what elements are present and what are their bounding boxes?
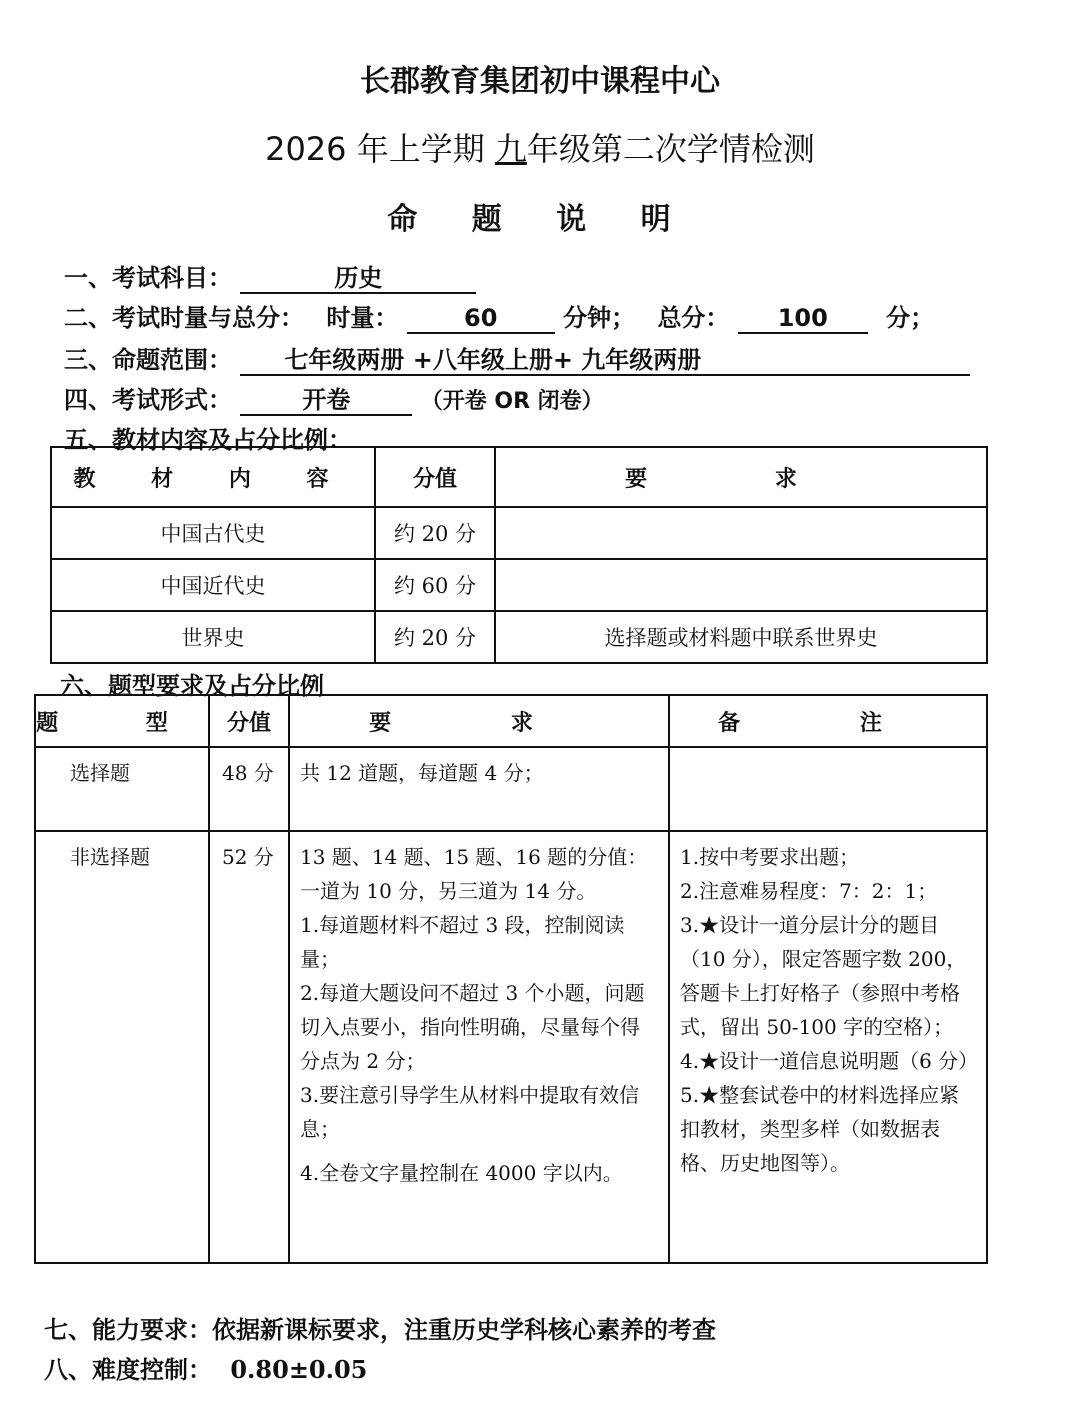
requirement-cell (495, 507, 987, 559)
table-row (51, 507, 987, 559)
type-cell (35, 747, 209, 831)
score-cell: 约 20 分 (375, 611, 495, 663)
subject-label: 一、考试科目： (64, 264, 232, 292)
content-score-table (50, 446, 988, 664)
content-cell: 中国近代史 (51, 559, 375, 611)
score-text: 48 分 (222, 761, 274, 785)
note-cell (669, 747, 987, 831)
table-header-cell: 要 求 (495, 447, 987, 507)
form-label: 四、考试形式： (64, 386, 232, 414)
time-line (64, 298, 934, 334)
table1-heading: 五、教材内容及占分比例： (64, 426, 352, 454)
score-cell: 约 20 分 (375, 507, 495, 559)
note-item: 1.按中考要求出题； (680, 845, 860, 869)
time-label: 二、考试时量与总分： (64, 304, 304, 332)
doc-title: 命 题 说 明 (387, 202, 693, 237)
requirement-item: 1.每道题材料不超过 3 段，控制阅读量； (300, 913, 625, 971)
table-header-cell: 分值 (209, 695, 289, 747)
time-unit: 分钟； (563, 304, 636, 332)
difficulty-value: 0.80±0.05 (230, 1355, 368, 1384)
table2-heading: 六、题型要求及占分比例 (60, 672, 324, 700)
score-unit: 分； (886, 304, 935, 332)
requirement-item: 2.每道大题设问不超过 3 个小题，问题切入点要小，指向性明确，尽量每个得分点为 2 分； (300, 981, 645, 1073)
note-cell (669, 831, 987, 1263)
table-header-cell: 教 材 内 容 (51, 447, 375, 507)
note-item: 2.注意难易程度：7：2：1； (680, 879, 938, 903)
ability-requirement: 七、能力要求：依据新课标要求，注重历史学科核心素养的考查 (44, 1316, 716, 1344)
table-row (35, 831, 987, 1263)
exam-name: 年级第二次学情检测 (526, 130, 815, 168)
note-item: 4.★设计一道信息说明题（6 分） (680, 1049, 979, 1073)
form-note: （开卷 OR 闭卷） (420, 389, 604, 414)
requirement-cell (289, 831, 669, 1263)
score-text: 52 分 (222, 845, 274, 869)
type-text: 非选择题 (70, 845, 150, 869)
scope-value: 七年级两册 +八年级上册+ 九年级两册 (240, 346, 970, 376)
requirement-cell (289, 747, 669, 831)
type-cell (35, 831, 209, 1263)
table-header-cell: 要 求 (289, 695, 669, 747)
exam-title (0, 124, 1080, 170)
scope-label: 三、命题范围： (64, 346, 232, 374)
subject-line (64, 258, 476, 294)
exam-term: 2026 年上学期 (265, 130, 485, 168)
form-value: 开卷 (240, 386, 412, 416)
table-row (51, 611, 987, 663)
score-cell (209, 831, 289, 1263)
requirement-item: 4.全卷文字量控制在 4000 字以内。 (300, 1161, 623, 1185)
table-header-cell: 题 型 (35, 695, 209, 747)
table-header-cell: 备 注 (669, 695, 987, 747)
scope-line (64, 340, 970, 376)
type-text: 选择题 (70, 761, 130, 785)
table-header-cell: 分值 (375, 447, 495, 507)
requirement-item: 3.要注意引导学生从材料中提取有效信息； (300, 1083, 640, 1141)
difficulty-line (44, 1350, 367, 1385)
content-cell: 世界史 (51, 611, 375, 663)
requirement-cell (495, 559, 987, 611)
requirement-cell: 选择题或材料题中联系世界史 (495, 611, 987, 663)
note-text (670, 748, 986, 764)
time-value: 60 (407, 304, 555, 334)
score-value: 100 (738, 304, 868, 334)
requirement-text: 共 12 道题，每道题 4 分； (300, 761, 544, 785)
score-cell: 约 60 分 (375, 559, 495, 611)
difficulty-label: 八、难度控制： (44, 1356, 212, 1384)
score-prefix: 总分： (657, 304, 730, 332)
table-row (35, 747, 987, 831)
note-item: 5.★整套试卷中的材料选择应紧扣教材，类型多样（如数据表格、历史地图等）。 (680, 1083, 960, 1175)
question-type-table (34, 694, 988, 1264)
table-row (51, 559, 987, 611)
org-title: 长郡教育集团初中课程中心 (360, 64, 720, 99)
table-header-row (51, 447, 987, 507)
exam-grade: 九 (494, 130, 527, 168)
requirement-item: 13 题、14 题、15 题、16 题的分值：一道为 10 分，另三道为 14 分。 (300, 845, 648, 903)
form-line (64, 380, 604, 416)
note-item: 3.★设计一道分层计分的题目（10 分），限定答题字数 200，答题卡上打好格子（参照中考格式，留出 50-100 字的空格）； (680, 913, 967, 1039)
subject-value: 历史 (240, 264, 476, 294)
score-cell (209, 747, 289, 831)
table-header-row (35, 695, 987, 747)
content-cell: 中国古代史 (51, 507, 375, 559)
time-prefix: 时量： (326, 304, 399, 332)
